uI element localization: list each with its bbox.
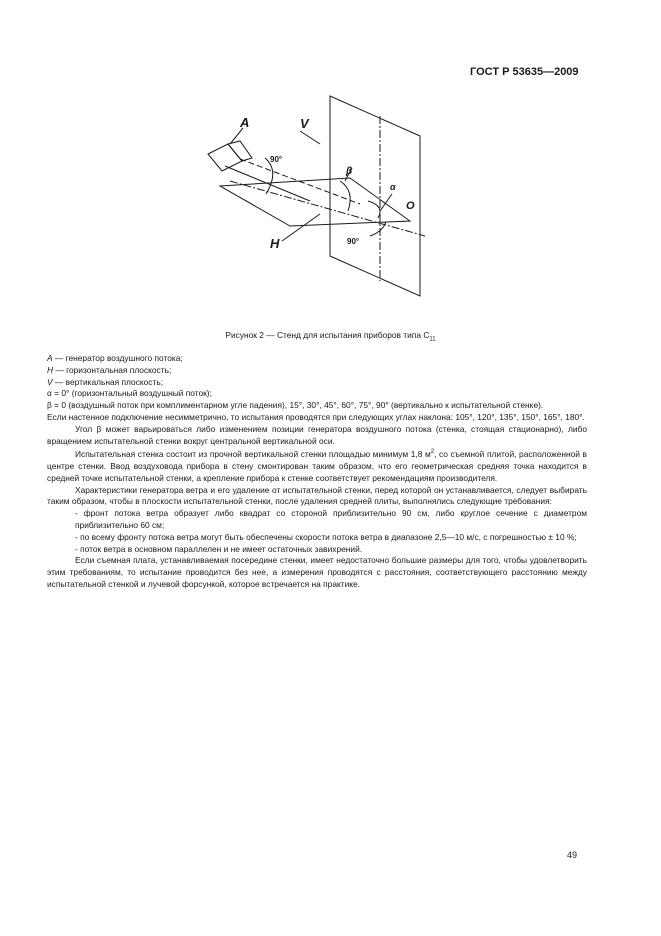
legend-item: V — вертикальная плоскость; — [47, 376, 164, 387]
legend-item: α = 0° (горизонтальный воздушный поток); — [47, 388, 212, 399]
requirement-item: - поток ветра в основном параллелен и не имеет остаточных завихрений. — [75, 543, 363, 554]
airflow-generator — [208, 141, 360, 204]
beta-arc — [340, 181, 350, 211]
label-h: H — [270, 236, 280, 251]
test-stand-figure — [170, 86, 470, 316]
legend-item: A — генератор воздушного потока; — [47, 353, 183, 363]
label-o: O — [406, 200, 415, 212]
paragraph: Если настенное подключение несимметрично, то испытания проводятся при следующих углах наклона: 105°, 120°, 135°, 150°, 165°, 180°. — [47, 411, 585, 422]
standard-header: ГОСТ Р 53635—2009 — [470, 66, 579, 78]
label-angle-bottom: 90° — [347, 237, 360, 246]
document-body — [47, 353, 587, 591]
legend-item: H — горизонтальная плоскость; — [47, 364, 172, 375]
label-alpha: α — [390, 182, 396, 192]
paragraph: Испытательная стенка состоит из прочной вертикальной стенки площадью минимум 1,8 $м^2$, со съемной плитой, расположенной в центре стенки. Ввод воздуховода прибора в стену смонтирован таким образом, что его геометрическая средняя точка находится в средней точке испытательной стенки, а крепление прибора к стенке соответствует рекомендациям производителя. — [47, 449, 587, 483]
page-number: 49 — [567, 850, 578, 860]
paragraph: Характеристики генератора ветра и его удаление от испытательной стенки, перед которой он устанавливается, следует выбирать таким образом, чтобы в плоскости испытательной стенки, после удаления средней плиты, выполнялись следующие требования: — [47, 484, 587, 507]
paragraph: Угол β может варьироваться либо изменением позиции генератора воздушного потока (стенка, стоящая стационарно), либо вращением испытательной стенки вокруг центральной вертикальной оси. — [47, 423, 587, 446]
alpha-arc — [368, 201, 380, 218]
requirement-item: - фронт потока ветра образует либо квадрат со стороной приблизительно 90 см, либо круглое сечение с диаметром приблизительно 60 см; — [75, 508, 587, 530]
test-stand-drawing — [170, 86, 470, 316]
label-angle-top: 90° — [270, 155, 283, 164]
legend-item: β = 0 (воздушный поток при комплиментарном угле падения), 15°, 30°, 45°, 60°, 75°, 90° (вертикально к испытательной стенке). — [47, 400, 544, 411]
label-v: V — [300, 116, 309, 131]
horizontal-plane — [220, 178, 410, 226]
label-beta: β — [346, 166, 353, 177]
requirement-item: - по всему фронту потока ветра могут быть обеспечены скорости потока ветра в диапазоне 2,5—10 м/с, с погрешностью ± 10 %; — [75, 531, 577, 542]
paragraph: Если съемная плата, устанавливаемая посередине стенки, имеет недостаточно большие размеры для того, чтобы удовлетворить этим требованиям, то испытание проводится без нее, а измерения проводятся с расстояния, соответствующего расстоянию между испытательной стенкой и лучевой форсункой, которое встречается на практике. — [47, 555, 587, 589]
label-a: A — [240, 115, 250, 130]
figure-caption: Рисунок 2 — Стенд для испытания приборов типа $C_{11}$ — [225, 330, 436, 343]
